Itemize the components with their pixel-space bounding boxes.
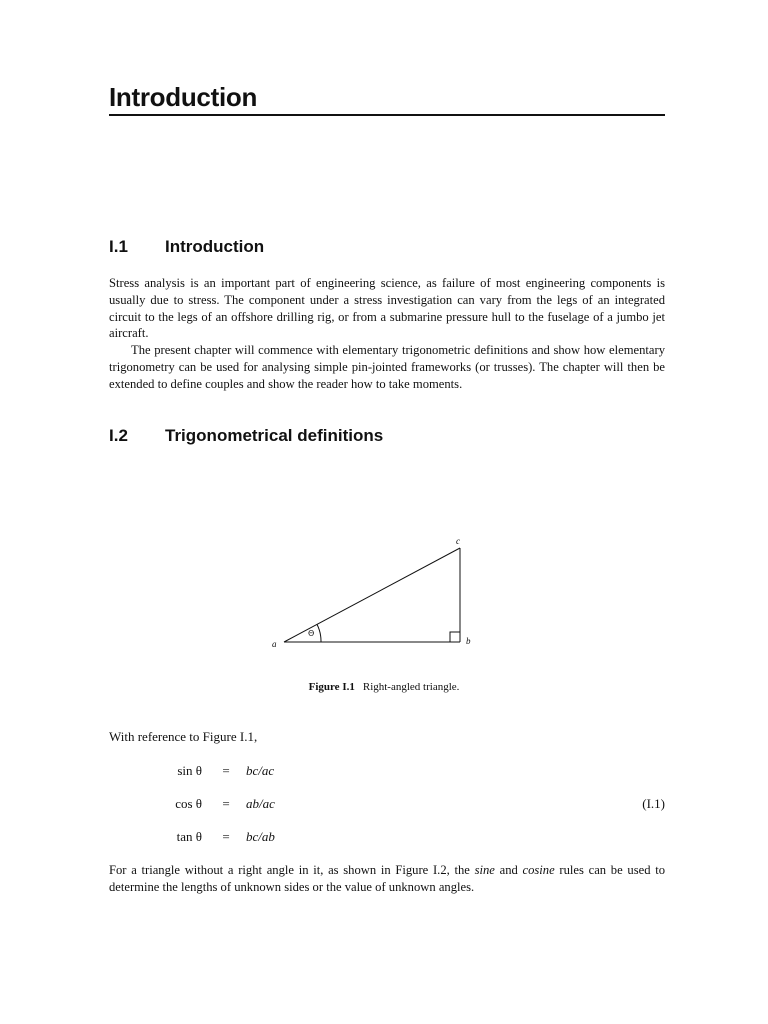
equation-lhs: cos θ (175, 796, 202, 811)
section-heading-2 (109, 425, 383, 447)
closing-paragraph (109, 862, 665, 896)
equation-operator: = (222, 829, 230, 844)
section-number: I.1 (109, 237, 128, 256)
intro-text (109, 275, 665, 393)
equation-lhs: sin θ (177, 763, 202, 778)
paragraph: Stress analysis is an important part of engineering science, as failure of most engineering components is usually due to stress. The component under a stress investigation can vary from the legs of an integrated circuit to the legs of an offshore drilling rig, or from a submarine pressure hull to the fuselage of a jumbo jet aircraft. (109, 276, 665, 341)
vertex-label-c: c (456, 536, 460, 546)
equation-rhs: ab/ac (246, 796, 275, 811)
caption-text: Right-angled triangle. (362, 681, 460, 693)
chapter-title: Introduction (109, 80, 665, 116)
equation-rhs: bc/ab (246, 829, 275, 844)
figure-caption (0, 680, 768, 694)
text-run: and (494, 863, 523, 877)
equation-lhs: tan θ (176, 829, 202, 844)
section-title: Introduction (165, 237, 265, 256)
equation-sin (109, 762, 665, 780)
section-title: Trigonometrical definitions (165, 426, 384, 445)
triangle-diagram (266, 530, 496, 660)
section-heading-1 (109, 236, 264, 258)
equation-tan (109, 828, 665, 846)
equation-cos (109, 795, 665, 813)
angle-arc (317, 624, 321, 642)
vertex-label-a: a (272, 639, 277, 649)
text-run: rules can be used to determine the lengths of unknown sides or the value of unknown angles. (109, 863, 666, 894)
right-angled-triangle-figure (266, 530, 496, 660)
equation-operator: = (222, 763, 230, 778)
equation-rhs: bc/ac (246, 763, 275, 778)
paragraph (109, 862, 665, 896)
caption-number: Figure I.1 (308, 681, 355, 693)
right-angle-marker (450, 632, 460, 642)
angle-label: Θ (308, 629, 315, 638)
text-run: For a triangle without a right angle in it, as shown in Figure I.2, the (109, 863, 475, 877)
term-cosine: cosine (522, 863, 555, 877)
equation-operator: = (222, 796, 230, 811)
vertex-label-b: b (466, 636, 471, 646)
paragraph: The present chapter will commence with elementary trigonometric definitions and show how elementary trigonometry can be used for analysing simple pin-jointed frameworks (or trusses). The chapter will then be extended to define couples and show the reader how to take moments. (109, 343, 665, 391)
side-ac (284, 548, 460, 642)
reference-text: With reference to Figure I.1, (109, 729, 258, 744)
equation-number: (I.1) (642, 796, 665, 811)
section-number: I.2 (109, 426, 128, 445)
term-sine: sine (474, 863, 495, 877)
